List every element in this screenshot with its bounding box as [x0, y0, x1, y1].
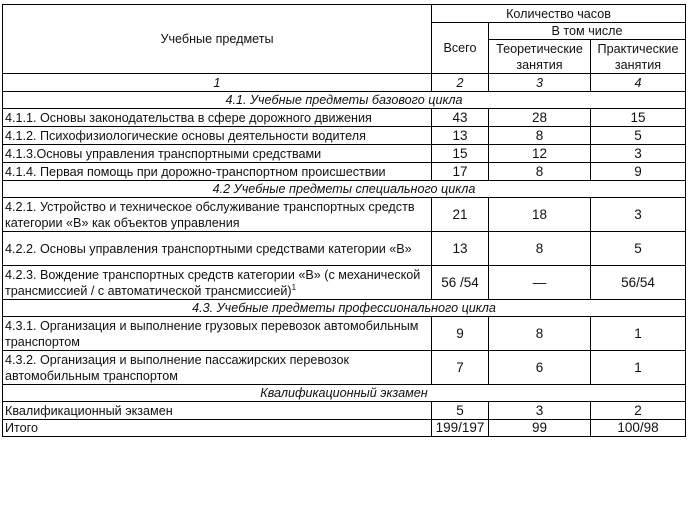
table-row [3, 402, 686, 420]
subject-name: 4.3.1. Организация и выполнение грузовых перевозок автомобильным транспортом [5, 318, 419, 349]
table-row [3, 351, 686, 385]
theory-hours: 8 [489, 127, 591, 145]
table-row [3, 232, 686, 266]
section-row [3, 92, 686, 109]
theory-hours: 8 [489, 317, 591, 351]
header-row [3, 5, 686, 23]
subject-name: 4.1.2. Психофизиологические основы деятельности водителя [5, 128, 366, 143]
total-hours: 21 [432, 198, 489, 232]
subject-name-cell [3, 198, 432, 232]
practice-hours: 3 [591, 198, 686, 232]
grand-theory-hours: 99 [489, 420, 591, 437]
practice-header: Практические занятия [591, 40, 686, 74]
theory-hours: — [489, 266, 591, 300]
subject-name: 4.3.2. Организация и выполнение пассажирских перевозок автомобильным транспортом [5, 352, 349, 383]
table-row [3, 109, 686, 127]
total-hours: 13 [432, 232, 489, 266]
table-row [3, 145, 686, 163]
practice-hours: 2 [591, 402, 686, 420]
theory-hours: 18 [489, 198, 591, 232]
subject-name-cell [3, 266, 432, 300]
total-hours: 13 [432, 127, 489, 145]
subject-name-cell [3, 317, 432, 351]
subject-name-cell [3, 232, 432, 266]
subject-name-cell [3, 402, 432, 420]
theory-hours: 28 [489, 109, 591, 127]
subject-name: 4.1.3.Основы управления транспортными средствами [5, 146, 322, 161]
subject-name: 4.2.2. Основы управления транспортными средствами категории «В» [5, 241, 412, 256]
theory-hours: 8 [489, 232, 591, 266]
section-title: 4.1. Учебные предметы базового цикла [3, 92, 686, 109]
theory-hours: 8 [489, 163, 591, 181]
table-row [3, 127, 686, 145]
total-hours: 17 [432, 163, 489, 181]
including-header: В том числе [489, 23, 686, 40]
total-row [3, 420, 686, 437]
grand-practice-hours: 100/98 [591, 420, 686, 437]
subject-name-cell [3, 351, 432, 385]
col-number-2: 2 [432, 74, 489, 92]
practice-hours: 9 [591, 163, 686, 181]
total-hours: 56 /54 [432, 266, 489, 300]
hours-table [2, 4, 686, 437]
footnote-mark: 1 [291, 282, 297, 292]
section-title: 4.3. Учебные предметы профессионального цикла [3, 300, 686, 317]
subject-name: 4.1.1. Основы законодательства в сфере дорожного движения [5, 110, 372, 125]
table-row [3, 266, 686, 300]
subject-name-cell [3, 163, 432, 181]
table-row [3, 317, 686, 351]
column-number-row [3, 74, 686, 92]
total-hours: 7 [432, 351, 489, 385]
subject-name: 4.2.1. Устройство и техническое обслуживание транспортных средств категории «В» как объектов управления [5, 199, 415, 230]
subject-name: 4.2.3. Вождение транспортных средств категории «В» (с механической трансмиссией / с автоматической трансмиссией) [5, 267, 421, 298]
total-hours: 43 [432, 109, 489, 127]
col-number-3: 3 [489, 74, 591, 92]
table-row [3, 198, 686, 232]
hours-header: Количество часов [432, 5, 686, 23]
total-header: Всего [432, 23, 489, 74]
section-row [3, 385, 686, 402]
theory-header: Теоретические занятия [489, 40, 591, 74]
total-hours: 9 [432, 317, 489, 351]
subjects-header: Учебные предметы [3, 5, 432, 74]
section-title: 4.2 Учебные предметы специального цикла [3, 181, 686, 198]
total-hours: 15 [432, 145, 489, 163]
table-row [3, 163, 686, 181]
table-body [3, 5, 686, 437]
subject-name: 4.1.4. Первая помощь при дорожно-транспортном происшествии [5, 164, 386, 179]
practice-hours: 1 [591, 317, 686, 351]
total-hours: 5 [432, 402, 489, 420]
col-number-1: 1 [3, 74, 432, 92]
grand-total-hours: 199/197 [432, 420, 489, 437]
section-row [3, 181, 686, 198]
theory-hours: 3 [489, 402, 591, 420]
practice-hours: 15 [591, 109, 686, 127]
practice-hours: 5 [591, 232, 686, 266]
total-label: Итого [3, 420, 432, 437]
subject-name-cell [3, 127, 432, 145]
col-number-4: 4 [591, 74, 686, 92]
theory-hours: 6 [489, 351, 591, 385]
practice-hours: 56/54 [591, 266, 686, 300]
subject-name-cell [3, 145, 432, 163]
section-row [3, 300, 686, 317]
subject-name: Квалификационный экзамен [5, 403, 173, 418]
subject-name-cell [3, 109, 432, 127]
theory-hours: 12 [489, 145, 591, 163]
section-title: Квалификационный экзамен [3, 385, 686, 402]
practice-hours: 5 [591, 127, 686, 145]
practice-hours: 1 [591, 351, 686, 385]
practice-hours: 3 [591, 145, 686, 163]
